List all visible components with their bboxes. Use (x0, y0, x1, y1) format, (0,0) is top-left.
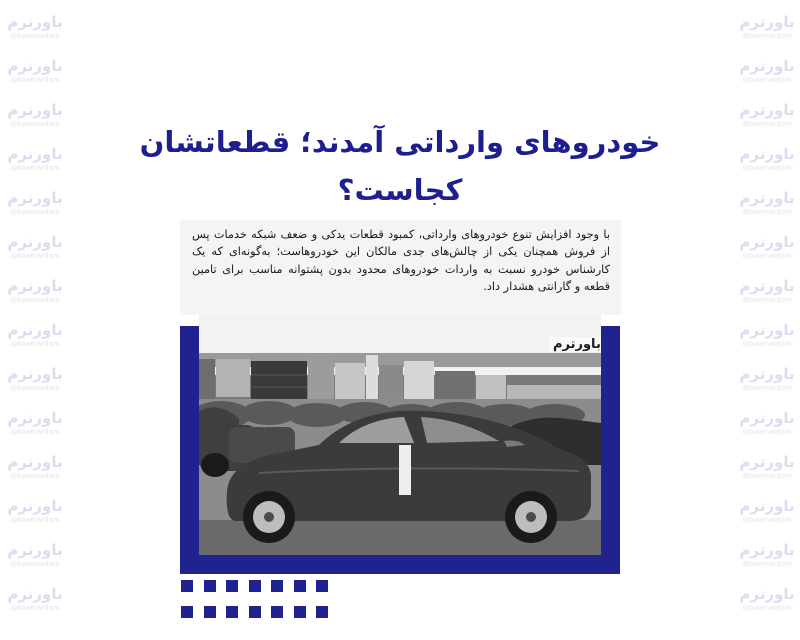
watermark-item (736, 190, 798, 224)
cars-photo (199, 315, 601, 555)
watermark-logo: باورترم (7, 453, 63, 471)
watermark-logo: باورترم (7, 101, 63, 119)
watermark-item (4, 234, 66, 268)
watermark-item (4, 102, 66, 136)
watermark-item (4, 146, 66, 180)
decorative-dot (181, 580, 193, 592)
watermark-column-right (732, 0, 800, 640)
watermark-item (736, 366, 798, 400)
watermark-logo: باورترم (7, 409, 63, 427)
decorative-dot (294, 606, 306, 618)
watermark-handle: @baamardom (742, 120, 792, 128)
decorative-dot (294, 580, 306, 592)
watermark-logo: باورترم (7, 321, 63, 339)
watermark-item (736, 498, 798, 532)
watermark-handle: @baamardom (10, 472, 60, 480)
watermark-item (4, 14, 66, 48)
watermark-item (4, 278, 66, 312)
watermark-handle: @baamardom (742, 560, 792, 568)
watermark-handle: @baamardom (742, 516, 792, 524)
decorative-dot (204, 606, 216, 618)
photo-brand-logo: باورترم (549, 337, 601, 352)
watermark-logo: باورترم (739, 277, 795, 295)
watermark-logo: باورترم (7, 585, 63, 603)
watermark-logo: باورترم (7, 541, 63, 559)
watermark-handle: @baamardom (10, 384, 60, 392)
watermark-logo: باورترم (7, 497, 63, 515)
watermark-logo: باورترم (739, 497, 795, 515)
cars-photo-illustration (199, 315, 601, 555)
watermark-handle: @baamardom (10, 516, 60, 524)
watermark-logo: باورترم (7, 233, 63, 251)
watermark-logo: باورترم (739, 541, 795, 559)
watermark-item (4, 190, 66, 224)
decorative-dot (249, 606, 261, 618)
watermark-item (736, 58, 798, 92)
decorative-dot (226, 580, 238, 592)
watermark-logo: باورترم (739, 57, 795, 75)
watermark-handle: @baamardom (10, 120, 60, 128)
watermark-item (4, 58, 66, 92)
watermark-logo: باورترم (7, 277, 63, 295)
watermark-item (4, 586, 66, 620)
decorative-dot (271, 580, 283, 592)
watermark-handle: @baamardom (742, 604, 792, 612)
watermark-handle: @baamardom (742, 384, 792, 392)
watermark-logo: باورترم (739, 409, 795, 427)
watermark-handle: @baamardom (10, 252, 60, 260)
watermark-handle: @baamardom (10, 560, 60, 568)
watermark-handle: @baamardom (10, 296, 60, 304)
decorative-dot (204, 580, 216, 592)
headline-line-1: خودروهای وارداتی آمدند؛ قطعاتشان (139, 125, 661, 159)
watermark-logo: باورترم (739, 233, 795, 251)
watermark-handle: @baamardom (742, 76, 792, 84)
decorative-dot (316, 580, 328, 592)
watermark-handle: @baamardom (10, 76, 60, 84)
watermark-logo: باورترم (7, 145, 63, 163)
lead-paragraph: با وجود افزایش تنوع خودروهای وارداتی، کمبود قطعات یدکی و ضعف شبکه خدمات پس از فروش همچنان یکی از چالش‌های جدی مالکان این خودروهاست؛ به‌گونه‌ای که یک کارشناس خودرو نسبت به واردات خودروهای محدود بدون پشتوانه مناسب برای تامین قطعه و گارانتی هشدار داد. (192, 228, 610, 294)
watermark-item (736, 586, 798, 620)
watermark-logo: باورترم (739, 453, 795, 471)
watermark-handle: @baamardom (10, 208, 60, 216)
watermark-handle: @baamardom (10, 604, 60, 612)
decorative-dot (316, 606, 328, 618)
watermark-logo: باورترم (739, 585, 795, 603)
watermark-item (736, 542, 798, 576)
decorative-dots (181, 580, 341, 628)
watermark-handle: @baamardom (742, 472, 792, 480)
watermark-handle: @baamardom (742, 252, 792, 260)
watermark-item (736, 322, 798, 356)
decorative-dot (181, 606, 193, 618)
watermark-column-left (0, 0, 68, 640)
watermark-logo: باورترم (7, 13, 63, 31)
decorative-dot (226, 606, 238, 618)
watermark-handle: @baamardom (10, 164, 60, 172)
watermark-handle: @baamardom (742, 208, 792, 216)
watermark-logo: باورترم (739, 145, 795, 163)
watermark-item (4, 322, 66, 356)
watermark-item (736, 102, 798, 136)
watermark-logo: باورترم (739, 101, 795, 119)
watermark-handle: @baamardom (742, 164, 792, 172)
watermark-item (4, 454, 66, 488)
watermark-handle: @baamardom (10, 32, 60, 40)
watermark-logo: باورترم (7, 365, 63, 383)
watermark-handle: @baamardom (742, 296, 792, 304)
decorative-dot (249, 580, 261, 592)
watermark-logo: باورترم (7, 189, 63, 207)
headline-line-2: کجاست؟ (337, 173, 463, 207)
watermark-handle: @baamardom (742, 428, 792, 436)
decorative-dot (271, 606, 283, 618)
watermark-item (736, 146, 798, 180)
watermark-handle: @baamardom (742, 340, 792, 348)
watermark-item (736, 234, 798, 268)
watermark-handle: @baamardom (742, 32, 792, 40)
watermark-item (4, 410, 66, 444)
watermark-item (4, 366, 66, 400)
watermark-item (736, 278, 798, 312)
watermark-item (736, 14, 798, 48)
watermark-logo: باورترم (739, 365, 795, 383)
headline (110, 118, 690, 214)
watermark-logo: باورترم (739, 13, 795, 31)
watermark-item (4, 542, 66, 576)
watermark-logo: باورترم (739, 189, 795, 207)
watermark-handle: @baamardom (10, 428, 60, 436)
watermark-handle: @baamardom (10, 340, 60, 348)
watermark-item (4, 498, 66, 532)
watermark-logo: باورترم (7, 57, 63, 75)
watermark-item (736, 410, 798, 444)
watermark-item (736, 454, 798, 488)
watermark-logo: باورترم (739, 321, 795, 339)
